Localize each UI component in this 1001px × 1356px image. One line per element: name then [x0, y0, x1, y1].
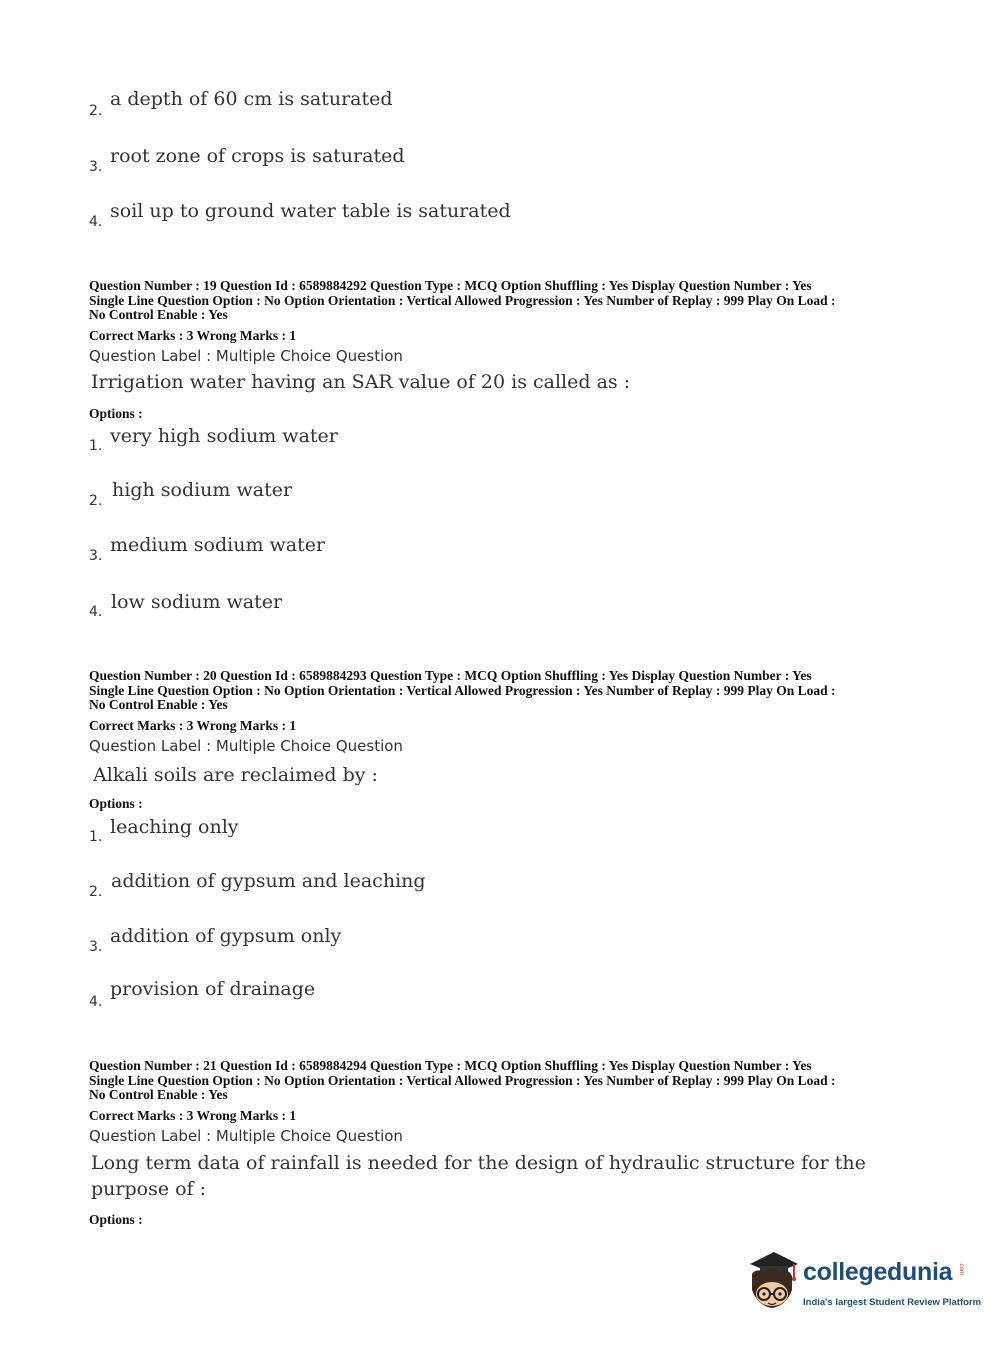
option-text[interactable]: leaching only [110, 816, 239, 838]
question-marks: Correct Marks : 3 Wrong Marks : 1 [89, 328, 297, 343]
option-text: root zone of crops is saturated [110, 145, 405, 167]
logo-domain-suffix: .com [958, 1262, 964, 1276]
options-label: Options : [89, 796, 143, 811]
question-label: Question Label : Multiple Choice Question [89, 1127, 403, 1145]
option-number: 2. [89, 493, 103, 509]
options-label: Options : [89, 1212, 143, 1227]
question-marks: Correct Marks : 3 Wrong Marks : 1 [89, 1108, 297, 1123]
question-text: Alkali soils are reclaimed by : [93, 764, 378, 786]
question-meta: Question Number : 21 Question Id : 6589884294 Question Type : MCQ Option Shuffling : Yes Display Question Number : Yes Single Line Question Option : No Option Orientation : Vertical Allowed Progression : Yes Number of Replay : 999 Play On Load : No Control Enable : Yes [89, 1058, 836, 1102]
option-number: 4. [89, 604, 103, 620]
option-number: 1. [89, 829, 103, 845]
option-number: 3. [89, 939, 103, 955]
option-number: 3. [89, 159, 103, 175]
option-text[interactable]: provision of drainage [110, 978, 316, 1000]
option-text[interactable]: medium sodium water [110, 534, 326, 556]
collegedunia-logo[interactable] [742, 1250, 982, 1316]
logo-wordmark: collegedunia [803, 1258, 953, 1286]
option-number: 2. [89, 103, 103, 119]
option-text[interactable]: addition of gypsum only [110, 925, 342, 947]
question-label: Question Label : Multiple Choice Question [89, 347, 403, 365]
options-label: Options : [89, 406, 143, 421]
option-number: 2. [89, 884, 103, 900]
question-text: Long term data of rainfall is needed for the design of hydraulic structure for the purpose of : [91, 1152, 866, 1200]
option-number: 4. [89, 214, 103, 230]
option-number: 3. [89, 548, 103, 564]
option-text[interactable]: very high sodium water [110, 425, 338, 447]
question-marks: Correct Marks : 3 Wrong Marks : 1 [89, 718, 297, 733]
option-text: soil up to ground water table is saturated [110, 200, 511, 222]
option-text[interactable]: low sodium water [111, 591, 283, 613]
question-meta: Question Number : 20 Question Id : 6589884293 Question Type : MCQ Option Shuffling : Yes Display Question Number : Yes Single Line Question Option : No Option Orientation : Vertical Allowed Progression : Yes Number of Replay : 999 Play On Load : No Control Enable : Yes [89, 668, 836, 712]
logo-tagline: India's largest Student Review Platform [803, 1297, 982, 1308]
option-text: a depth of 60 cm is saturated [110, 88, 393, 110]
mascot-icon [742, 1250, 802, 1312]
question-label: Question Label : Multiple Choice Question [89, 737, 403, 755]
option-text[interactable]: addition of gypsum and leaching [111, 870, 426, 892]
option-number: 4. [89, 994, 103, 1010]
option-text[interactable]: high sodium water [112, 479, 293, 501]
option-number: 1. [89, 438, 103, 454]
question-text: Irrigation water having an SAR value of 20 is called as : [91, 371, 631, 393]
question-meta: Question Number : 19 Question Id : 6589884292 Question Type : MCQ Option Shuffling : Yes Display Question Number : Yes Single Line Question Option : No Option Orientation : Vertical Allowed Progression : Yes Number of Replay : 999 Play On Load : No Control Enable : Yes [89, 278, 836, 322]
